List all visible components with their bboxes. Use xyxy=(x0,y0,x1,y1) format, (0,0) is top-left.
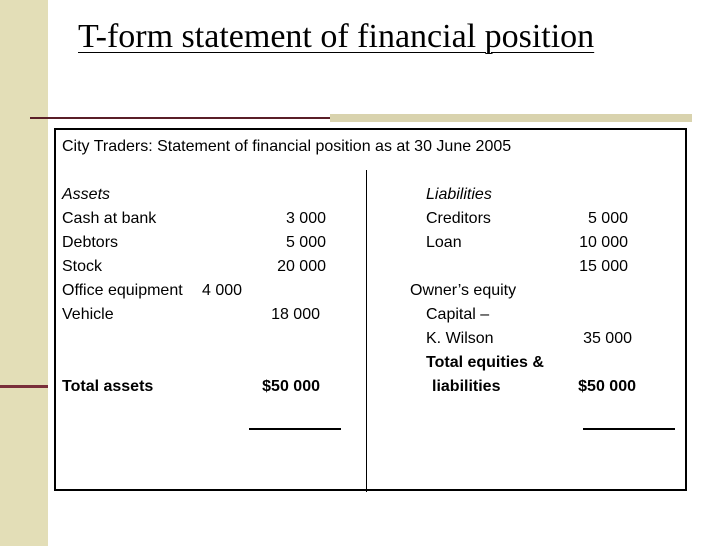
capital-label: Capital – xyxy=(426,306,490,323)
assets-label: Assets xyxy=(62,186,111,203)
total-assets-underline xyxy=(249,428,341,430)
total-equities-label-line2: liabilities xyxy=(432,378,501,395)
left-bar-accent-rule xyxy=(0,385,48,388)
liability-amount-creditors: 5 000 xyxy=(587,210,628,227)
title-divider-left xyxy=(30,117,330,119)
liability-name-creditors: Creditors xyxy=(426,210,491,227)
statement-heading: City Traders: Statement of financial position as at 30 June 2005 xyxy=(62,138,512,155)
slide-title: T-form statement of financial position xyxy=(78,18,595,55)
liabilities-subtotal: 15 000 xyxy=(579,258,628,275)
total-equities-underline xyxy=(583,428,675,430)
liability-name-loan: Loan xyxy=(426,234,462,251)
asset-name-office-equipment: Office equipment xyxy=(62,282,183,299)
asset-amount-stock: 20 000 xyxy=(277,258,326,275)
total-equities-amount: $50 000 xyxy=(578,378,636,395)
owner-name: K. Wilson xyxy=(426,330,494,347)
statement-table xyxy=(54,128,687,491)
asset-name-stock: Stock xyxy=(62,258,103,275)
title-divider-right xyxy=(330,114,692,122)
asset-amount-vehicle: 18 000 xyxy=(271,306,320,323)
asset-name-vehicle: Vehicle xyxy=(62,306,114,323)
total-assets-amount: $50 000 xyxy=(262,378,320,395)
capital-amount: 35 000 xyxy=(583,330,632,347)
asset-name-cash: Cash at bank xyxy=(62,210,157,227)
total-assets-label: Total assets xyxy=(62,378,154,395)
t-form-center-divider xyxy=(366,170,367,492)
liabilities-label: Liabilities xyxy=(426,186,492,203)
asset-amount-cash: 3 000 xyxy=(285,210,326,227)
liability-amount-loan: 10 000 xyxy=(579,234,628,251)
asset-name-debtors: Debtors xyxy=(62,234,119,251)
left-decorative-bar xyxy=(0,0,48,546)
asset-amount-debtors: 5 000 xyxy=(285,234,326,251)
asset-amount-office-equipment: 4 000 xyxy=(202,282,243,299)
total-equities-label-line1: Total equities & xyxy=(426,354,544,371)
owners-equity-label: Owner’s equity xyxy=(410,282,517,299)
